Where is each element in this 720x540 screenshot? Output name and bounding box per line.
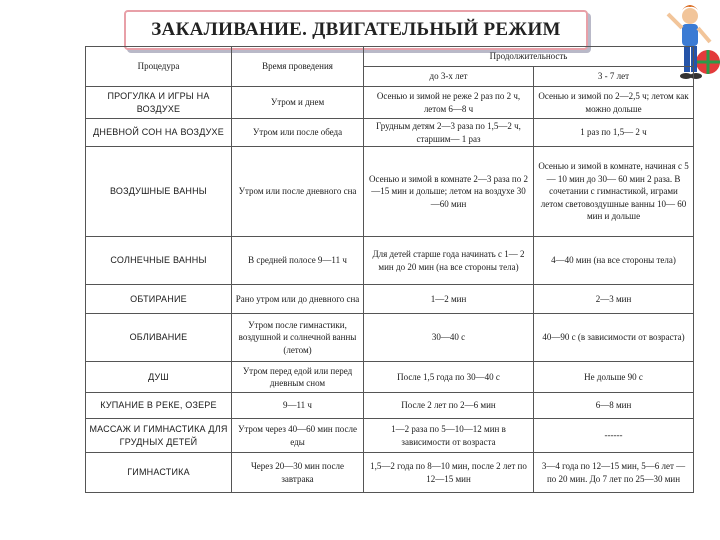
cell-time: 9—11 ч bbox=[232, 393, 364, 419]
cell-procedure: ВОЗДУШНЫЕ ВАННЫ bbox=[86, 147, 232, 237]
table-row bbox=[86, 87, 694, 119]
cell-time: Утром или после обеда bbox=[232, 119, 364, 147]
cell-old: 4—40 мин (на все стороны тела) bbox=[534, 237, 694, 285]
cell-old: 6—8 мин bbox=[534, 393, 694, 419]
cell-young: 30—40 с bbox=[364, 314, 534, 362]
table-row bbox=[86, 393, 694, 419]
cell-procedure: КУПАНИЕ В РЕКЕ, ОЗЕРЕ bbox=[86, 393, 232, 419]
cell-procedure: ДУШ bbox=[86, 362, 232, 393]
cell-procedure: ГИМНАСТИКА bbox=[86, 453, 232, 493]
cell-old: 3—4 года по 12—15 мин, 5—6 лет — по 20 мин. До 7 лет по 25—30 мин bbox=[534, 453, 694, 493]
hardening-table bbox=[85, 46, 694, 493]
cell-time: Рано утром или до дневного сна bbox=[232, 285, 364, 314]
cell-time: Утром и днем bbox=[232, 87, 364, 119]
table-row bbox=[86, 419, 694, 453]
cell-old: Осенью и зимой в комнате, начиная с 5— 10 мин до 30— 60 мин 2 раза. В сочетании с гимнастикой, играми летом световоздушные ванны 10— 60 мин и дольше bbox=[534, 147, 694, 237]
cell-time: В средней полосе 9—11 ч bbox=[232, 237, 364, 285]
table-row bbox=[86, 147, 694, 237]
cell-young: После 2 лет по 2—6 мин bbox=[364, 393, 534, 419]
cell-procedure: СОЛНЕЧНЫЕ ВАННЫ bbox=[86, 237, 232, 285]
cell-young: 1—2 раза по 5—10—12 мин в зависимости от возраста bbox=[364, 419, 534, 453]
cell-old: ------ bbox=[534, 419, 694, 453]
cell-young: Осенью и зимой в комнате 2—3 раза по 2—15 мин и дольше; летом на воздухе 30—60 мин bbox=[364, 147, 534, 237]
header-duration: Продолжительность bbox=[364, 47, 694, 67]
cell-procedure: МАССАЖ И ГИМНАСТИКА ДЛЯ ГРУДНЫХ ДЕТЕЙ bbox=[86, 419, 232, 453]
cell-young: После 1,5 года по 30—40 с bbox=[364, 362, 534, 393]
header-time: Время проведения bbox=[232, 47, 364, 87]
cell-old: Осенью и зимой по 2—2,5 ч; летом как можно дольше bbox=[534, 87, 694, 119]
table-row bbox=[86, 285, 694, 314]
cell-young: Осенью и зимой не реже 2 раз по 2 ч, летом 6—8 ч bbox=[364, 87, 534, 119]
cell-old: 40—90 с (в зависимости от возраста) bbox=[534, 314, 694, 362]
cell-procedure: ДНЕВНОЙ СОН НА ВОЗДУХЕ bbox=[86, 119, 232, 147]
cell-procedure: ПРОГУЛКА И ИГРЫ НА ВОЗДУХЕ bbox=[86, 87, 232, 119]
header-procedure: Процедура bbox=[86, 47, 232, 87]
table-row bbox=[86, 453, 694, 493]
title-banner bbox=[124, 10, 588, 50]
cell-time: Утром или после дневного сна bbox=[232, 147, 364, 237]
cell-old: 1 раз по 1,5— 2 ч bbox=[534, 119, 694, 147]
header-age-young: до 3-х лет bbox=[364, 67, 534, 87]
cell-procedure: ОБЛИВАНИЕ bbox=[86, 314, 232, 362]
cell-time: Утром после гимнастики, воздушной и солнечной ванны (летом) bbox=[232, 314, 364, 362]
cell-old: Не дольше 90 с bbox=[534, 362, 694, 393]
cell-young: Грудным детям 2—3 раза по 1,5—2 ч, старшим— 1 раз bbox=[364, 119, 534, 147]
table-row bbox=[86, 362, 694, 393]
cell-young: Для детей старше года начинать с 1— 2 мин до 20 мин (на все стороны тела) bbox=[364, 237, 534, 285]
cell-time: Утром перед едой или перед дневным сном bbox=[232, 362, 364, 393]
cell-time: Утром через 40—60 мин после еды bbox=[232, 419, 364, 453]
table-row bbox=[86, 314, 694, 362]
table-row bbox=[86, 119, 694, 147]
header-age-old: 3 - 7 лет bbox=[534, 67, 694, 87]
cell-young: 1,5—2 года по 8—10 мин, после 2 лет по 12—15 мин bbox=[364, 453, 534, 493]
cell-time: Через 20—30 мин после завтрака bbox=[232, 453, 364, 493]
cell-young: 1—2 мин bbox=[364, 285, 534, 314]
cell-procedure: ОБТИРАНИЕ bbox=[86, 285, 232, 314]
page-title: ЗАКАЛИВАНИЕ. ДВИГАТЕЛЬНЫЙ РЕЖИМ bbox=[151, 19, 561, 40]
table-row bbox=[86, 237, 694, 285]
cell-old: 2—3 мин bbox=[534, 285, 694, 314]
